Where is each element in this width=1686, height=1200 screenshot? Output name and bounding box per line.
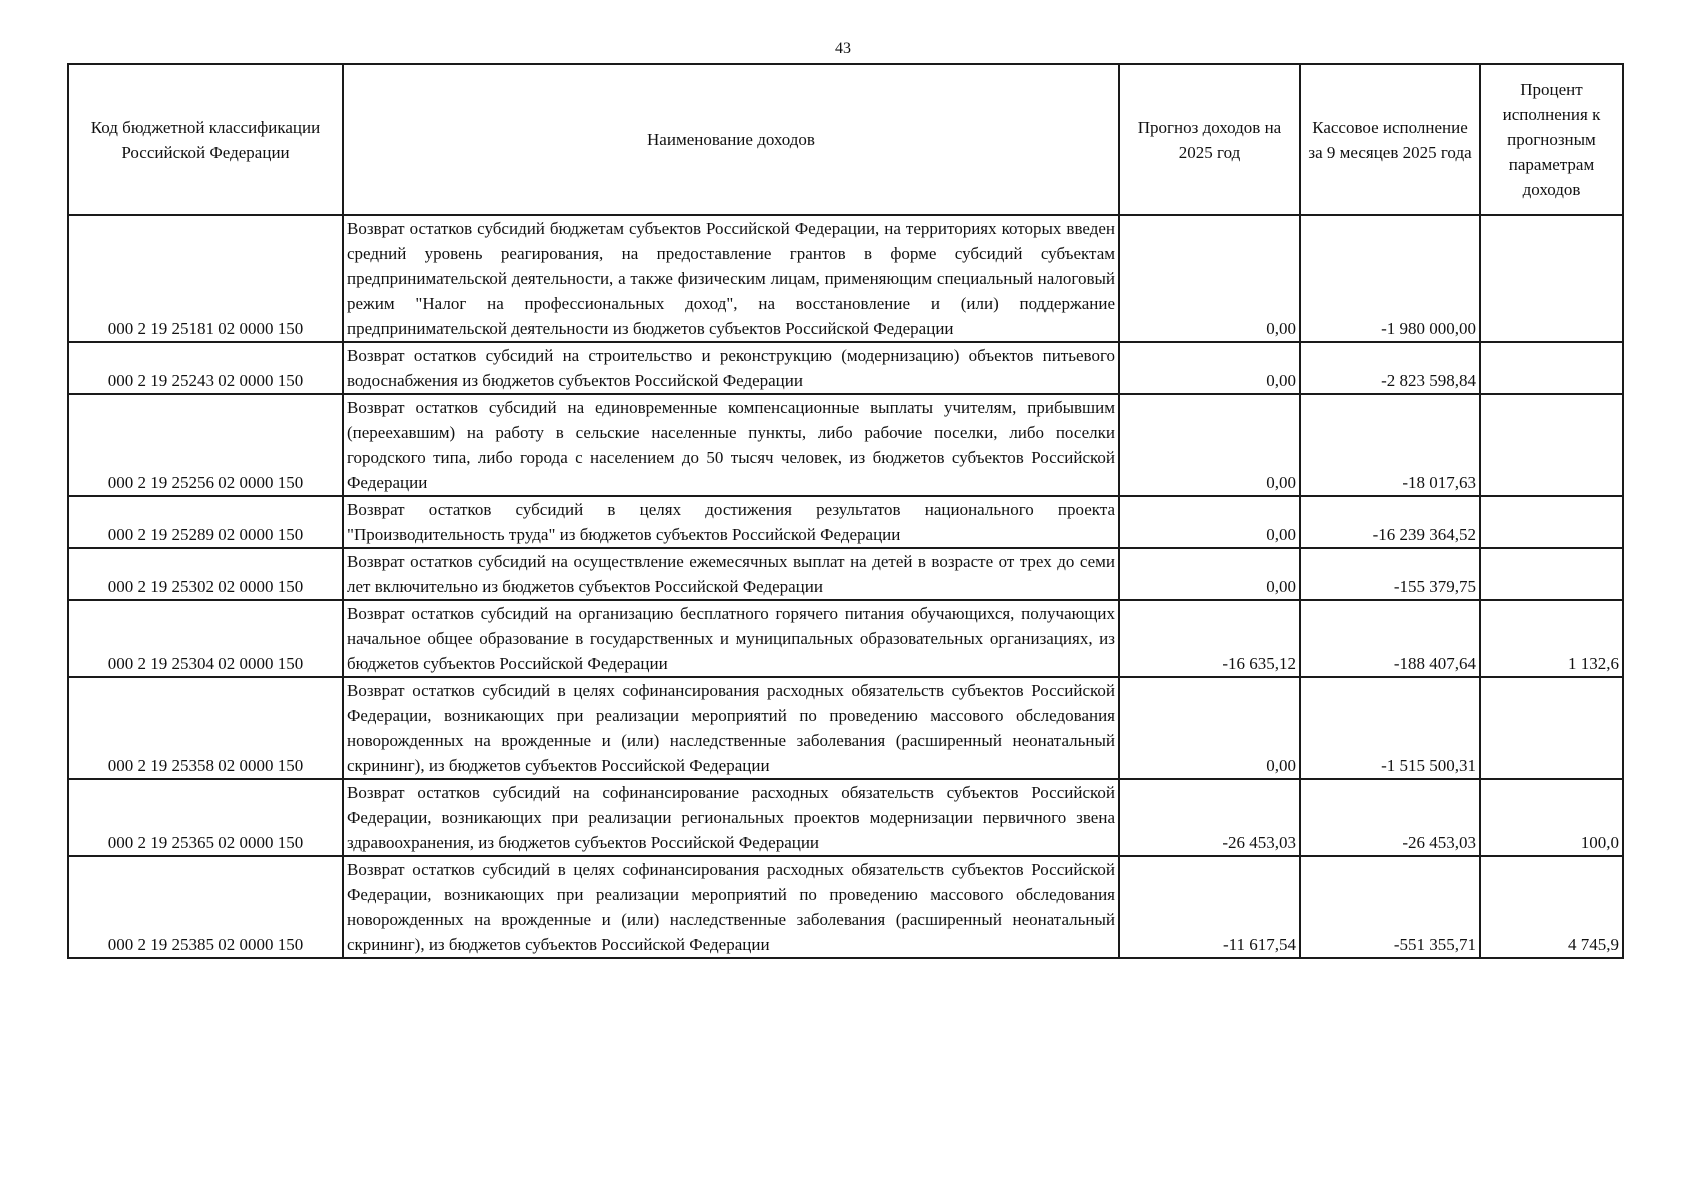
cell-code: 000 2 19 25289 02 0000 150 [68, 496, 343, 548]
cell-code: 000 2 19 25243 02 0000 150 [68, 342, 343, 394]
table-row [68, 548, 1623, 600]
cell-forecast: -16 635,12 [1119, 600, 1300, 677]
cell-code: 000 2 19 25256 02 0000 150 [68, 394, 343, 496]
cell-forecast: 0,00 [1119, 548, 1300, 600]
cell-name: Возврат остатков субсидий на единовременные компенсационные выплаты учителям, прибывшим (переехавшим) на работу в сельские населенные пункты, либо рабочие поселки, либо поселки городского типа, либо города с населением до 50 тысяч человек, из бюджетов субъектов Российской Федерации [343, 394, 1119, 496]
cell-executed: -16 239 364,52 [1300, 496, 1480, 548]
cell-percent [1480, 496, 1623, 548]
table-row [68, 600, 1623, 677]
cell-name: Возврат остатков субсидий в целях софинансирования расходных обязательств субъектов Российской Федерации, возникающих при реализации мероприятий по проведению массового обследования новорожденных на врожденные и (или) наследственные заболевания (расширенный неонатальный скрининг), из бюджетов субъектов Российской Федерации [343, 677, 1119, 779]
table-row [68, 677, 1623, 779]
cell-percent [1480, 548, 1623, 600]
cell-forecast: -26 453,03 [1119, 779, 1300, 856]
cell-forecast: 0,00 [1119, 677, 1300, 779]
cell-percent: 1 132,6 [1480, 600, 1623, 677]
cell-percent [1480, 342, 1623, 394]
cell-executed: -1 980 000,00 [1300, 215, 1480, 342]
cell-forecast: 0,00 [1119, 342, 1300, 394]
cell-name: Возврат остатков субсидий в целях софинансирования расходных обязательств субъектов Российской Федерации, возникающих при реализации мероприятий по проведению массового обследования новорожденных на врожденные и (или) наследственные заболевания (расширенный неонатальный скрининг), из бюджетов субъектов Российской Федерации [343, 856, 1119, 958]
cell-forecast: 0,00 [1119, 394, 1300, 496]
cell-name: Возврат остатков субсидий в целях достижения результатов национального проекта "Производительность труда" из бюджетов субъектов Российской Федерации [343, 496, 1119, 548]
cell-code: 000 2 19 25358 02 0000 150 [68, 677, 343, 779]
table-row [68, 394, 1623, 496]
cell-code: 000 2 19 25181 02 0000 150 [68, 215, 343, 342]
table-row [68, 856, 1623, 958]
header-name: Наименование доходов [343, 64, 1119, 215]
cell-percent [1480, 677, 1623, 779]
cell-executed: -1 515 500,31 [1300, 677, 1480, 779]
cell-forecast: 0,00 [1119, 496, 1300, 548]
header-percent: Процент исполнения к прогнозным параметрам доходов [1480, 64, 1623, 215]
cell-code: 000 2 19 25304 02 0000 150 [68, 600, 343, 677]
cell-percent [1480, 394, 1623, 496]
cell-executed: -26 453,03 [1300, 779, 1480, 856]
cell-forecast: -11 617,54 [1119, 856, 1300, 958]
table-row [68, 779, 1623, 856]
table-row [68, 496, 1623, 548]
table-header-row [68, 64, 1623, 215]
revenue-table [67, 63, 1624, 959]
cell-forecast: 0,00 [1119, 215, 1300, 342]
cell-executed: -2 823 598,84 [1300, 342, 1480, 394]
cell-name: Возврат остатков субсидий на осуществление ежемесячных выплат на детей в возрасте от трех до семи лет включительно из бюджетов субъектов Российской Федерации [343, 548, 1119, 600]
cell-percent [1480, 215, 1623, 342]
cell-executed: -551 355,71 [1300, 856, 1480, 958]
cell-name: Возврат остатков субсидий бюджетам субъектов Российской Федерации, на территориях которых введен средний уровень реагирования, на предоставление грантов в форме субсидий субъектам предпринимательской деятельности, а также физическим лицам, применяющим специальный налоговый режим "Налог на профессиональных доход", на восстановление и (или) поддержание предпринимательской деятельности из бюджетов субъектов Российской Федерации [343, 215, 1119, 342]
cell-executed: -155 379,75 [1300, 548, 1480, 600]
cell-percent: 100,0 [1480, 779, 1623, 856]
table-row [68, 342, 1623, 394]
page-number: 43 [835, 40, 851, 57]
cell-name: Возврат остатков субсидий на организацию бесплатного горячего питания обучающихся, получающих начальное общее образование в государственных и муниципальных образовательных организациях, из бюджетов субъектов Российской Федерации [343, 600, 1119, 677]
cell-executed: -188 407,64 [1300, 600, 1480, 677]
header-forecast: Прогноз доходов на 2025 год [1119, 64, 1300, 215]
table-row [68, 215, 1623, 342]
cell-percent: 4 745,9 [1480, 856, 1623, 958]
cell-name: Возврат остатков субсидий на софинансирование расходных обязательств субъектов Российской Федерации, возникающих при реализации региональных проектов модернизации первичного звена здравоохранения, из бюджетов субъектов Российской Федерации [343, 779, 1119, 856]
header-executed: Кассовое исполнение за 9 месяцев 2025 года [1300, 64, 1480, 215]
cell-executed: -18 017,63 [1300, 394, 1480, 496]
cell-code: 000 2 19 25385 02 0000 150 [68, 856, 343, 958]
header-code: Код бюджетной классификации Российской Федерации [68, 64, 343, 215]
cell-code: 000 2 19 25302 02 0000 150 [68, 548, 343, 600]
cell-code: 000 2 19 25365 02 0000 150 [68, 779, 343, 856]
cell-name: Возврат остатков субсидий на строительство и реконструкцию (модернизацию) объектов питьевого водоснабжения из бюджетов субъектов Российской Федерации [343, 342, 1119, 394]
